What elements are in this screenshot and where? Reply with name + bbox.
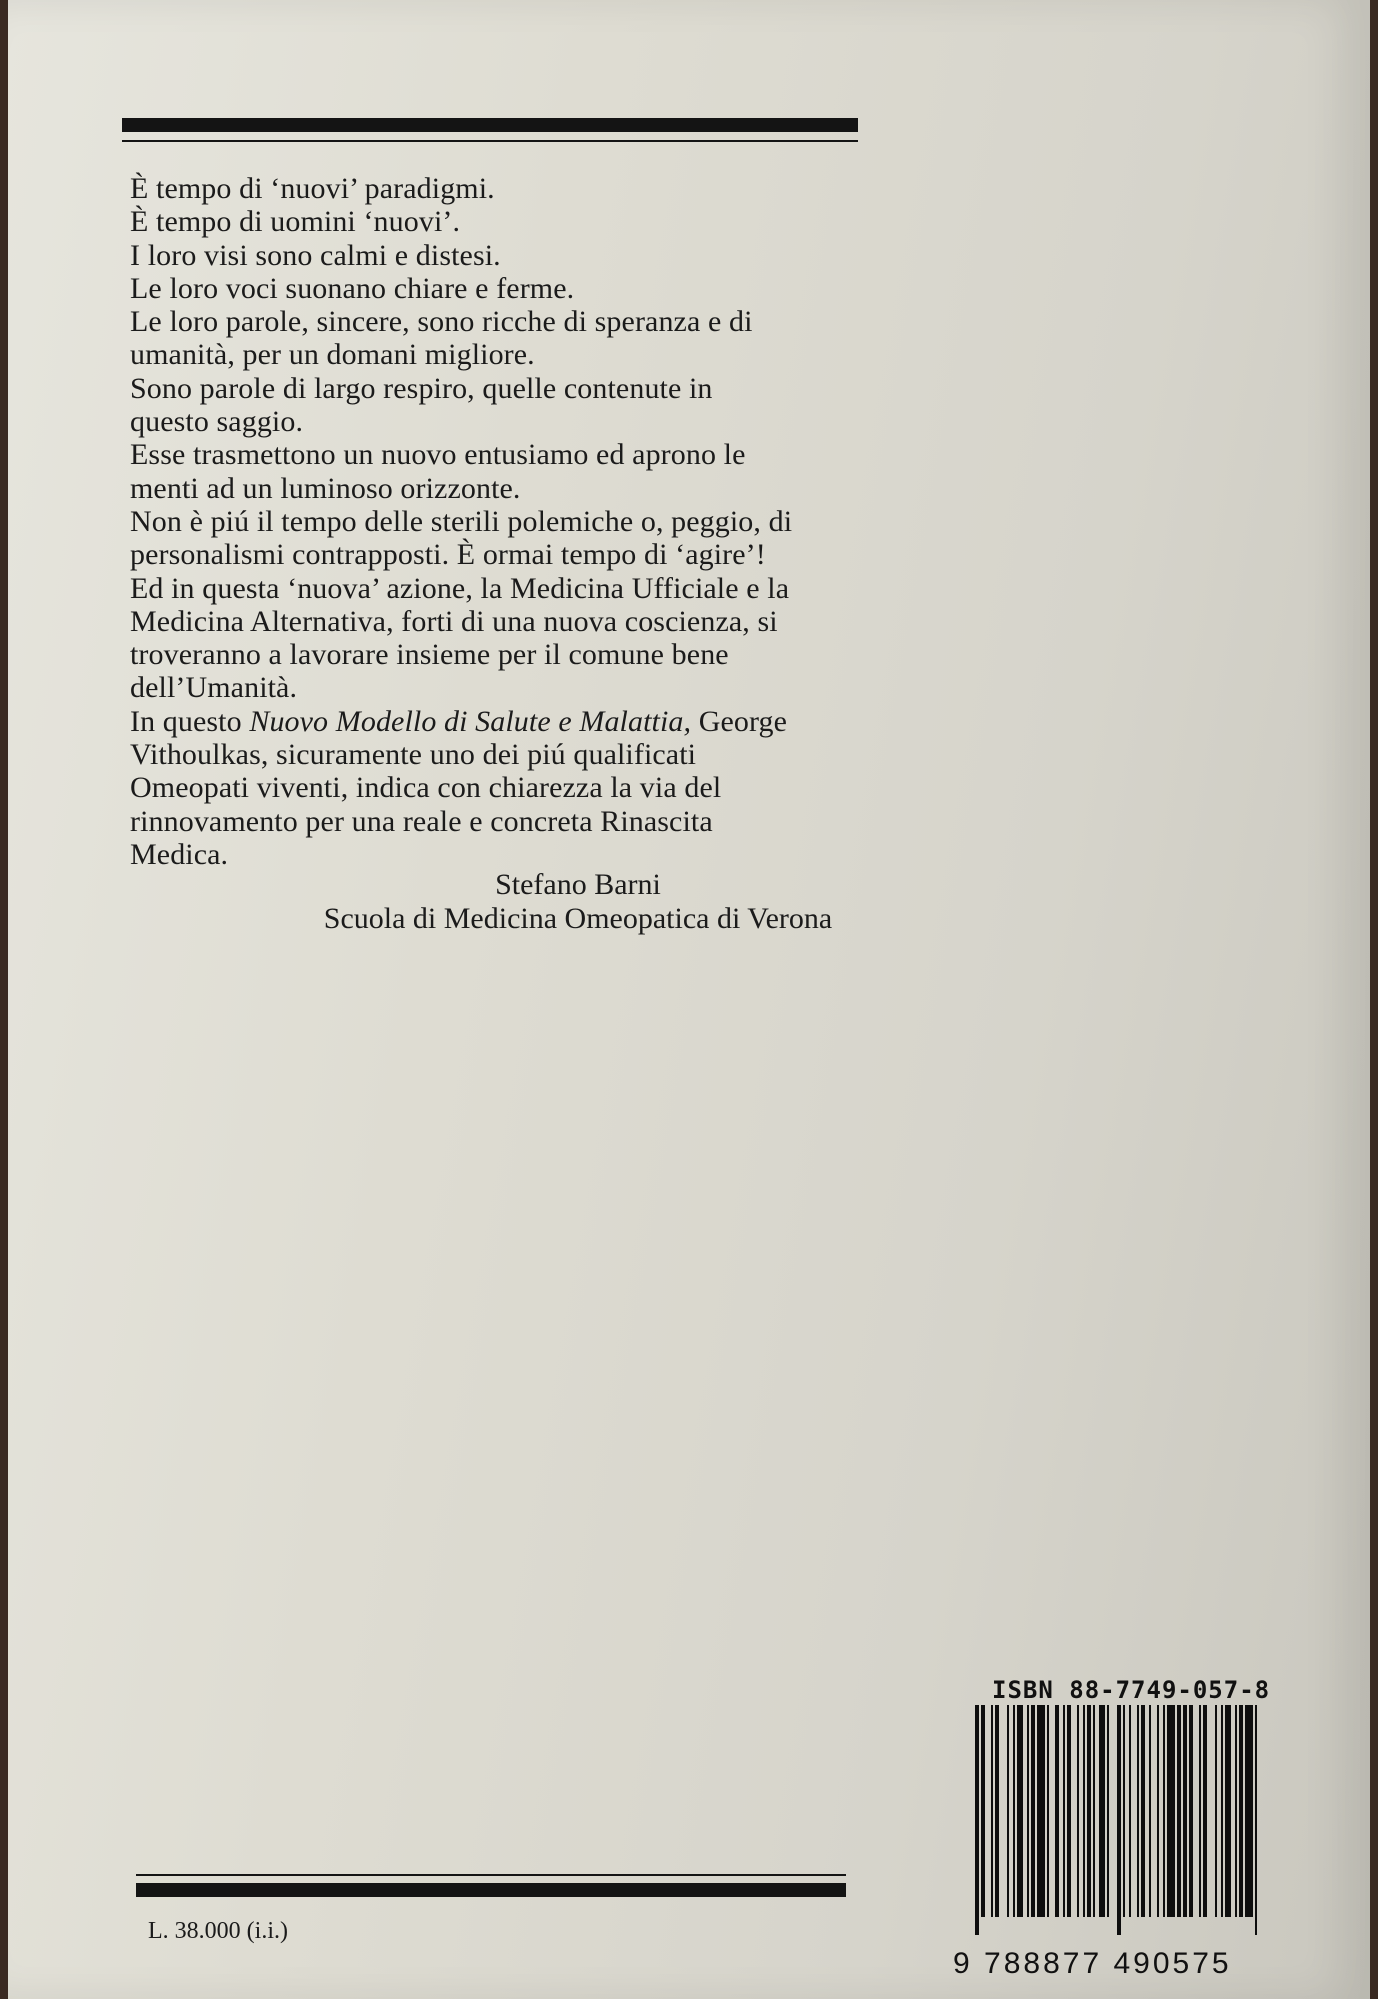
blurb-line: Non è piú il tempo delle sterili polemiche o, peggio, di: [130, 504, 793, 538]
bottom-thick-rule: [136, 1883, 846, 1897]
top-thick-rule: [122, 118, 858, 132]
blurb-line: Esse trasmettono un nuovo entusiamo ed aprono le: [130, 438, 746, 472]
barcode-bar: [1177, 1705, 1181, 1917]
blurb-line: rinnovamento per una reale e concreta Rinascita: [130, 804, 713, 838]
blurb-line: menti ad un luminoso orizzonte.: [130, 471, 521, 505]
barcode-bar: [1107, 1705, 1109, 1917]
barcode-bar: [1199, 1705, 1201, 1917]
barcode-bar: [1163, 1705, 1165, 1917]
blurb-line: I loro visi sono calmi e distesi.: [130, 238, 501, 272]
barcode-bar: [1007, 1705, 1009, 1917]
barcode-bar: [1063, 1705, 1065, 1917]
blurb-line: È tempo di uomini ‘nuovi’.: [130, 205, 461, 239]
book-title: Nuovo Modello di Salute e Malattia,: [249, 704, 692, 738]
barcode-bar: [1099, 1705, 1105, 1917]
barcode-bar: [1037, 1705, 1045, 1917]
barcode-bar: [991, 1705, 993, 1917]
blurb-line: Medica.: [130, 837, 229, 871]
barcode-bar: [975, 1705, 979, 1935]
barcode-bar: [981, 1705, 985, 1917]
blurb-line: [130, 705, 870, 738]
barcode-bar: [1255, 1705, 1257, 1935]
signature-affiliation: Scuola di Medicina Omeopatica di Verona: [323, 902, 833, 935]
barcode-bar: [1031, 1705, 1035, 1917]
barcode-bar: [1183, 1705, 1187, 1917]
barcode-bar: [1203, 1705, 1207, 1917]
barcode-bar: [1157, 1705, 1159, 1917]
barcode-bar: [1117, 1705, 1121, 1935]
blurb-line: È tempo di ‘nuovi’ paradigmi.: [130, 172, 495, 205]
price-label: L. 38.000 (i.i.): [148, 1918, 288, 1944]
blurb-line: Sono parole di largo respiro, quelle contenute in: [130, 371, 713, 405]
blurb-line: dell’Umanità.: [130, 671, 298, 705]
blurb-line: Vithoulkas, sicuramente uno dei piú qualificati: [130, 738, 697, 772]
signature-block: [298, 868, 858, 936]
barcode-bar: [1027, 1705, 1029, 1917]
barcode-bar: [1077, 1705, 1079, 1917]
blurb-line: troveranno a lavorare insieme per il comune bene: [130, 638, 729, 672]
blurb-line: Ed in questa ‘nuova’ azione, la Medicina Ufficiale e la: [130, 571, 790, 605]
barcode-bar: [1087, 1705, 1091, 1917]
blurb-line: personalismi contrapposti. È ormai tempo di ‘agire’!: [130, 538, 766, 572]
barcode-bar: [995, 1705, 999, 1917]
blurb-line: Le loro parole, sincere, sono ricche di speranza e di: [130, 305, 753, 339]
barcode-bar: [1225, 1705, 1231, 1917]
barcode-bar: [1167, 1705, 1175, 1917]
barcode-bar: [1149, 1705, 1151, 1917]
blurb-line: Omeopati viventi, indica con chiarezza la via del: [130, 771, 722, 805]
blurb-line: Le loro voci suonano chiare e ferme.: [130, 271, 575, 305]
barcode-bar: [1055, 1705, 1059, 1917]
barcode-bar: [1221, 1705, 1223, 1917]
barcode-bar: [1235, 1705, 1237, 1917]
blurb-text: [130, 172, 870, 871]
barcode-bar: [1017, 1705, 1023, 1917]
bottom-thin-rule: [136, 1874, 846, 1876]
book-back-cover: [8, 0, 1370, 1999]
closing-intro: In questo: [130, 704, 250, 738]
top-thin-rule: [122, 140, 858, 142]
barcode-bar: [1137, 1705, 1139, 1917]
barcode-bar: [1013, 1705, 1015, 1917]
barcode-icon: [973, 1705, 1265, 1935]
barcode-bar: [1083, 1705, 1085, 1917]
barcode-bar: [1215, 1705, 1217, 1917]
barcode-bar: [1239, 1705, 1243, 1917]
barcode-bar: [1129, 1705, 1131, 1917]
barcode-bar: [1067, 1705, 1071, 1917]
isbn-label: ISBN 88-7749-057-8: [992, 1676, 1271, 1704]
blurb-line: umanità, per un domani migliore.: [130, 338, 535, 372]
barcode-bar: [1189, 1705, 1193, 1917]
barcode-bar: [1123, 1705, 1125, 1917]
blurb-line: Medicina Alternativa, forti di una nuova coscienza, si: [130, 604, 778, 638]
barcode-bar: [1047, 1705, 1049, 1917]
barcode-digits: 9 788877 490575: [953, 1947, 1232, 1980]
barcode-bar: [1245, 1705, 1253, 1917]
blurb-line: questo saggio.: [130, 405, 304, 439]
barcode-bar: [1141, 1705, 1145, 1917]
barcode-bar: [1093, 1705, 1095, 1917]
closing-line1-end: George: [691, 704, 788, 738]
signature-name: Stefano Barni: [495, 868, 661, 901]
